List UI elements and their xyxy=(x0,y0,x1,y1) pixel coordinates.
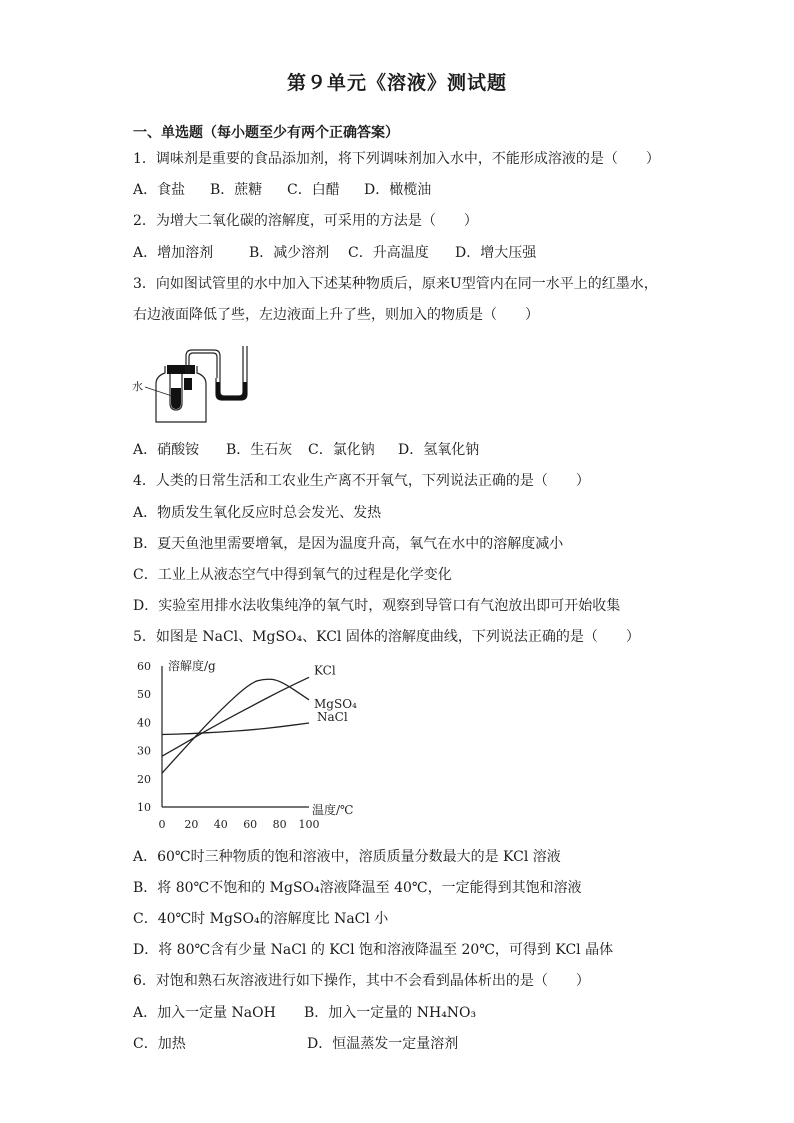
q6-options-row2 xyxy=(133,1035,458,1053)
series-label-1: MgSO₄ xyxy=(314,696,357,711)
water-label: 水 xyxy=(132,380,143,393)
q4-option-d[interactable]: D．实验室用排水法收集纯净的氧气时，观察到导管口有气泡放出即可开始收集 xyxy=(133,598,621,614)
q3-option-b[interactable]: B．生石灰 xyxy=(226,442,293,458)
q5-option-d[interactable]: D．将 80℃含有少量 NaCl 的 KCl 饱和溶液降温至 20℃，可得到 KCl 晶体 xyxy=(133,942,614,958)
q3-apparatus-figure xyxy=(130,338,260,428)
q2-option-d[interactable]: D．增大压强 xyxy=(455,245,537,261)
x-tick-label: 0 xyxy=(158,818,166,831)
q6-option-d[interactable]: D．恒温蒸发一定量溶剂 xyxy=(307,1036,459,1052)
x-tick-label: 60 xyxy=(243,818,258,831)
series-line-0 xyxy=(162,677,309,756)
q3-option-d[interactable]: D．氢氧化钠 xyxy=(398,442,480,458)
series-label-0: KCl xyxy=(314,663,336,678)
x-tick-label: 100 xyxy=(298,818,320,831)
x-axis-label: 温度/℃ xyxy=(312,803,354,817)
q3-stem-line1: 3．向如图试管里的水中加入下述某种物质后，原来U型管内在同一水平上的红墨水， xyxy=(133,276,658,292)
q3-options xyxy=(133,441,479,459)
q2-stem: 2．为增大二氧化碳的溶解度，可采用的方法是（ ） xyxy=(133,213,478,229)
rubber-stopper xyxy=(167,365,195,374)
q2-option-c[interactable]: C．升高温度 xyxy=(348,245,429,261)
q3-stem-line2: 右边液面降低了些，左边液面上升了些，则加入的物质是（ ） xyxy=(133,307,539,323)
q4-option-b[interactable]: B．夏天鱼池里需要增氧，是因为温度升高，氧气在水中的溶解度减小 xyxy=(133,536,564,552)
y-axis-label: 溶解度/g xyxy=(168,659,216,673)
y-tick-label: 40 xyxy=(137,716,151,730)
q6-option-a[interactable]: A．加入一定量 NaOH xyxy=(133,1005,276,1021)
chart-axes xyxy=(162,666,309,807)
page-title: 第９单元《溶液》测试题 xyxy=(286,72,507,94)
q5-option-a[interactable]: A．60℃时三种物质的饱和溶液中，溶质质量分数最大的是 KCl 溶液 xyxy=(133,849,561,865)
test-tube-water xyxy=(171,388,181,409)
q4-option-a[interactable]: A．物质发生氧化反应时总会发光、发热 xyxy=(133,505,382,521)
red-ink xyxy=(216,382,247,400)
q3-option-a[interactable]: A．硝酸铵 xyxy=(133,442,200,458)
series-lines xyxy=(162,677,309,773)
y-tick-label: 30 xyxy=(137,744,151,758)
x-tick-labels xyxy=(159,818,320,831)
y-tick-labels xyxy=(137,660,151,814)
series-labels xyxy=(314,663,357,724)
q4-option-c[interactable]: C．工业上从液态空气中得到氧气的过程是化学变化 xyxy=(133,567,452,583)
x-tick-label: 40 xyxy=(213,818,228,831)
q3-option-c[interactable]: C．氯化钠 xyxy=(308,442,375,458)
q1-option-d[interactable]: D．橄榄油 xyxy=(364,182,432,198)
y-tick-label: 60 xyxy=(137,660,151,673)
q6-stem: 6．对饱和熟石灰溶液进行如下操作，其中不会看到晶体析出的是（ ） xyxy=(133,973,590,989)
y-tick-label: 50 xyxy=(137,688,151,702)
y-tick-label: 20 xyxy=(137,772,151,786)
q1-option-a[interactable]: A．食盐 xyxy=(133,182,186,198)
label-pointer xyxy=(145,387,172,396)
q2-option-a[interactable]: A．增加溶剂 xyxy=(133,245,214,261)
q6-option-c[interactable]: C．加热 xyxy=(133,1036,186,1052)
q6-options-row1 xyxy=(133,1004,476,1022)
q1-option-c[interactable]: C．白醋 xyxy=(287,182,340,198)
q6-option-b[interactable]: B．加入一定量的 NH₄NO₃ xyxy=(304,1005,477,1021)
x-tick-label: 20 xyxy=(184,818,199,831)
q2-option-b[interactable]: B．减少溶剂 xyxy=(249,245,330,261)
q5-stem: 5．如图是 NaCl、MgSO₄、KCl 固体的溶解度曲线，下列说法正确的是（ ） xyxy=(133,629,640,645)
q1-option-b[interactable]: B．蔗糖 xyxy=(210,182,263,198)
q5-option-c[interactable]: C．40℃时 MgSO₄的溶解度比 NaCl 小 xyxy=(133,911,389,927)
series-label-2: NaCl xyxy=(317,709,348,724)
x-tick-label: 80 xyxy=(272,818,287,831)
u-tube xyxy=(216,346,247,400)
q1-options xyxy=(133,181,431,199)
q5-option-b[interactable]: B．将 80℃不饱和的 MgSO₄溶液降温至 40℃，一定能得到其饱和溶液 xyxy=(133,880,582,896)
q4-stem: 4．人类的日常生活和工农业生产离不开氧气，下列说法正确的是（ ） xyxy=(133,473,590,489)
q1-stem: 1．调味剂是重要的食品添加剂，将下列调味剂加入水中，不能形成溶液的是（ ） xyxy=(133,151,660,167)
section-heading: 一、单选题（每小题至少有两个正确答案） xyxy=(133,125,399,141)
q2-options xyxy=(133,244,536,262)
solubility-chart xyxy=(128,656,378,838)
y-tick-label: 10 xyxy=(137,801,151,814)
series-line-2 xyxy=(162,723,309,735)
